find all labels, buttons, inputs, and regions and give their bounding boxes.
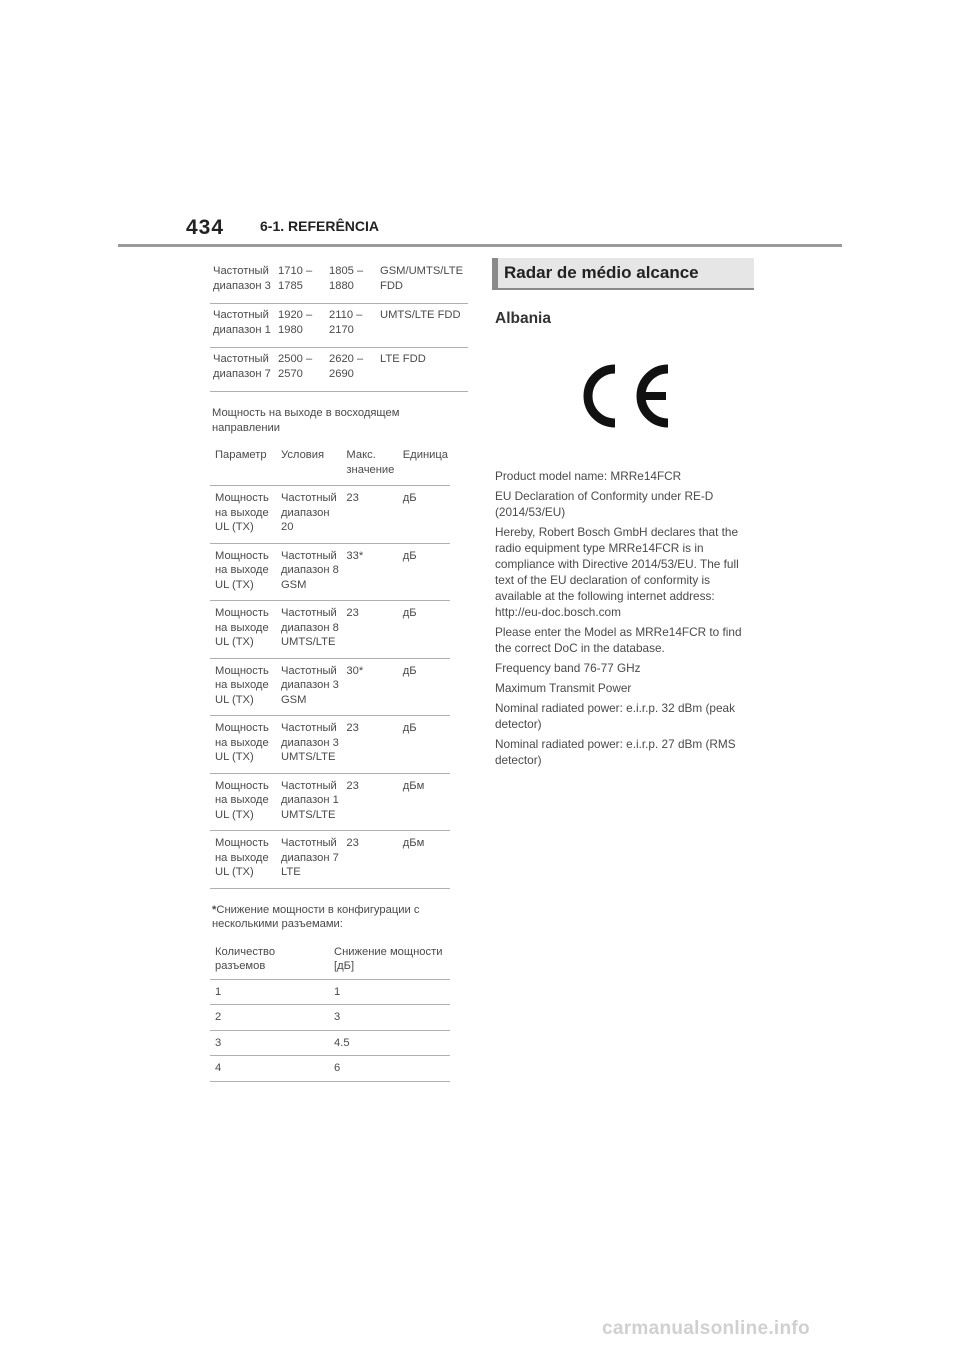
table-row bbox=[210, 486, 450, 544]
table-row bbox=[210, 1056, 450, 1082]
column-header: Снижение мощности [дБ] bbox=[329, 940, 450, 980]
ce-mark-icon bbox=[574, 364, 674, 428]
unit-cell: дБ bbox=[398, 601, 450, 659]
table-row bbox=[210, 716, 450, 774]
condition-cell: Частотный диапазон 7 LTE bbox=[276, 831, 341, 889]
downlink-cell: 2110 – 2170 bbox=[326, 304, 377, 348]
reduction-cell: 4.5 bbox=[329, 1030, 450, 1056]
paragraph: Frequency band 76-77 GHz bbox=[495, 661, 641, 675]
condition-cell: Частотный диапазон 3 GSM bbox=[276, 658, 341, 716]
parameter-cell: Мощность на выходе UL (TX) bbox=[210, 831, 276, 889]
count-cell: 2 bbox=[210, 1005, 329, 1031]
unit-cell: дБм bbox=[398, 831, 450, 889]
condition-cell: Частотный диапазон 8 UMTS/LTE bbox=[276, 601, 341, 659]
connector-table bbox=[210, 940, 450, 1082]
paragraph: Nominal radiated power: e.i.r.p. 32 dBm (peak detector) bbox=[495, 701, 735, 731]
reduction-cell: 6 bbox=[329, 1056, 450, 1082]
technology-cell: UMTS/LTE FDD bbox=[377, 304, 468, 348]
unit-cell: дБ bbox=[398, 543, 450, 601]
table-row bbox=[210, 348, 468, 392]
paragraph: Maximum Transmit Power bbox=[495, 681, 632, 695]
technology-cell: LTE FDD bbox=[377, 348, 468, 392]
downlink-cell: 1805 – 1880 bbox=[326, 260, 377, 304]
uplink-cell: 2500 – 2570 bbox=[275, 348, 326, 392]
paragraph: Nominal radiated power: e.i.r.p. 27 dBm (RMS detector) bbox=[495, 737, 736, 767]
max-value-cell: 23 bbox=[341, 486, 397, 544]
parameter-cell: Мощность на выходе UL (TX) bbox=[210, 486, 276, 544]
note-text: Снижение мощности в конфигурации с несколькими разъемами: bbox=[212, 903, 420, 930]
country-heading: Albania bbox=[495, 310, 551, 327]
section-title: 6-1. REFERÊNCIA bbox=[260, 218, 380, 234]
table-header-row bbox=[210, 443, 450, 486]
uplink-cell: 1920 – 1980 bbox=[275, 304, 326, 348]
band-cell: Частотный диапазон 1 bbox=[210, 304, 275, 348]
max-value-cell: 23 bbox=[341, 716, 397, 774]
right-column bbox=[492, 258, 750, 772]
parameter-cell: Мощность на выходе UL (TX) bbox=[210, 773, 276, 831]
power-reduction-note bbox=[210, 903, 432, 932]
column-header: Параметр bbox=[210, 443, 276, 486]
condition-cell: Частотный диапазон 1 UMTS/LTE bbox=[276, 773, 341, 831]
unit-cell: дБ bbox=[398, 716, 450, 774]
max-value-cell: 23 bbox=[341, 831, 397, 889]
table-row bbox=[210, 543, 450, 601]
header-rule bbox=[118, 244, 842, 247]
condition-cell: Частотный диапазон 20 bbox=[276, 486, 341, 544]
table-row bbox=[210, 260, 468, 304]
parameter-cell: Мощность на выходе UL (TX) bbox=[210, 543, 276, 601]
parameter-cell: Мощность на выходе UL (TX) bbox=[210, 658, 276, 716]
parameter-cell: Мощность на выходе UL (TX) bbox=[210, 716, 276, 774]
downlink-cell: 2620 – 2690 bbox=[326, 348, 377, 392]
paragraph: Product model name: MRRe14FCR bbox=[495, 469, 682, 483]
count-cell: 3 bbox=[210, 1030, 329, 1056]
column-header: Единица bbox=[398, 443, 450, 486]
footnote-asterisk: * bbox=[212, 903, 217, 916]
paragraph: Please enter the Model as MRRe14FCR to find the correct DoC in the database. bbox=[495, 625, 742, 655]
table-row bbox=[210, 601, 450, 659]
table-row bbox=[210, 1030, 450, 1056]
reduction-cell: 3 bbox=[329, 1005, 450, 1031]
max-value-cell: 23 bbox=[341, 773, 397, 831]
max-value-cell: 30* bbox=[341, 658, 397, 716]
table-row bbox=[210, 304, 468, 348]
band-cell: Частотный диапазон 7 bbox=[210, 348, 275, 392]
count-cell: 4 bbox=[210, 1056, 329, 1082]
technology-cell: GSM/UMTS/LTE FDD bbox=[377, 260, 468, 304]
page-number: 434 bbox=[186, 216, 225, 239]
uplink-cell: 1710 – 1785 bbox=[275, 260, 326, 304]
watermark: carmanualsonline.info bbox=[602, 1318, 810, 1339]
table-row bbox=[210, 979, 450, 1005]
count-cell: 1 bbox=[210, 979, 329, 1005]
table-row bbox=[210, 773, 450, 831]
column-header: Макс. значение bbox=[341, 443, 397, 486]
max-value-cell: 23 bbox=[341, 601, 397, 659]
unit-cell: дБ bbox=[398, 658, 450, 716]
column-header: Условия bbox=[276, 443, 341, 486]
reduction-cell: 1 bbox=[329, 979, 450, 1005]
paragraph: EU Declaration of Conformity under RE-D (2014/53/EU) bbox=[495, 489, 714, 519]
power-table-caption: Мощность на выходе в восходящем направлении bbox=[212, 407, 400, 434]
table-row bbox=[210, 1005, 450, 1031]
table-header-row bbox=[210, 940, 450, 980]
condition-cell: Частотный диапазон 8 GSM bbox=[276, 543, 341, 601]
max-value-cell: 33* bbox=[341, 543, 397, 601]
condition-cell: Частотный диапазон 3 UMTS/LTE bbox=[276, 716, 341, 774]
table-row bbox=[210, 831, 450, 889]
unit-cell: дБм bbox=[398, 773, 450, 831]
frequency-band-table bbox=[210, 260, 468, 392]
band-cell: Частотный диапазон 3 bbox=[210, 260, 275, 304]
table-row bbox=[210, 658, 450, 716]
output-power-table bbox=[210, 443, 450, 889]
section-heading: Radar de médio alcance bbox=[492, 258, 754, 290]
conformity-text bbox=[492, 468, 750, 768]
left-column bbox=[210, 260, 468, 1082]
paragraph: Hereby, Robert Bosch GmbH declares that the radio equipment type MRRe14FCR is in compliance with Directive 2014/53/EU. The full text of the EU declaration of conformity is available at the following internet address: http://eu-doc.bosch.com bbox=[495, 525, 739, 619]
column-header: Количество разъемов bbox=[210, 940, 329, 980]
unit-cell: дБ bbox=[398, 486, 450, 544]
parameter-cell: Мощность на выходе UL (TX) bbox=[210, 601, 276, 659]
